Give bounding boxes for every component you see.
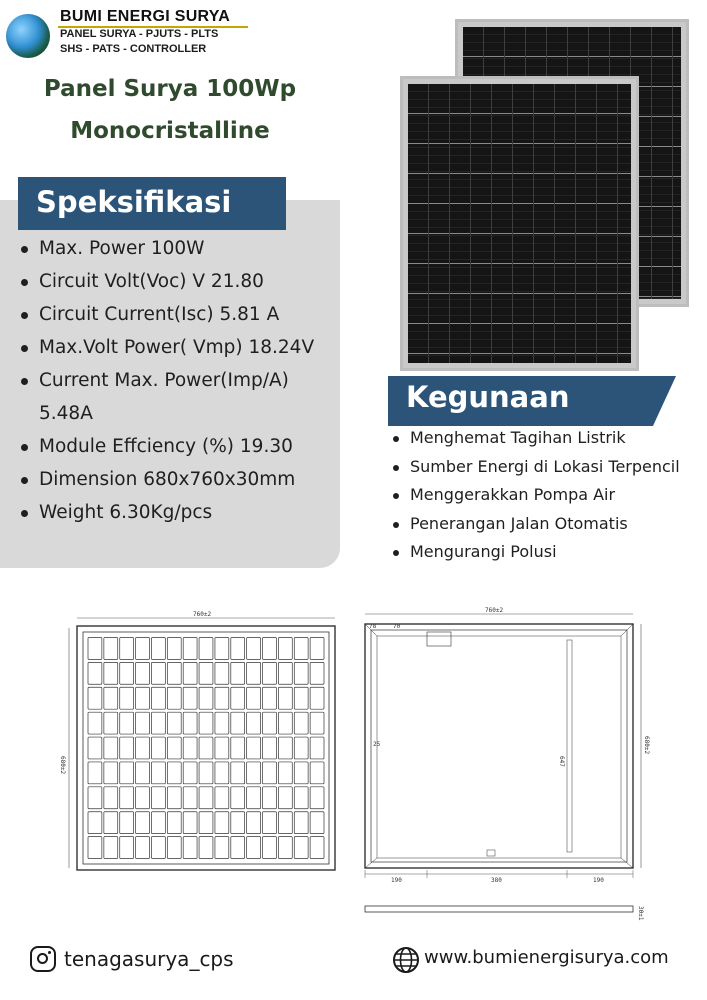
drawing-cell [183, 812, 197, 834]
bottom-mid-dim-label: 380 [491, 877, 502, 884]
drawing-cell [167, 638, 181, 660]
drawing-cell [215, 662, 229, 684]
drawing-cell [294, 737, 308, 759]
drawing-cell [136, 787, 150, 809]
spec-item: Max. Power 100W [20, 232, 345, 265]
drawing-cell [167, 812, 181, 834]
drawing-cell [247, 762, 261, 784]
use-item: Menghemat Tagihan Listrik [390, 424, 700, 453]
drawing-cell [231, 687, 245, 709]
drawing-cell [310, 687, 324, 709]
spec-heading: Speksifikasi [36, 185, 232, 219]
drawing-cell [215, 837, 229, 859]
drawing-cell [294, 837, 308, 859]
globe-logo-icon [6, 14, 50, 58]
drawing-cell [104, 812, 118, 834]
drawing-cell [104, 787, 118, 809]
drawing-cell [199, 712, 213, 734]
drawing-cell [120, 638, 134, 660]
drawing-cell [167, 687, 181, 709]
drawing-cell [247, 712, 261, 734]
drawing-cell [151, 787, 165, 809]
drawing-cell [104, 638, 118, 660]
drawing-cell [247, 687, 261, 709]
drawing-cell [136, 737, 150, 759]
drawing-cell [120, 762, 134, 784]
drawing-cell [215, 712, 229, 734]
drawing-cell [104, 737, 118, 759]
drawing-cell [88, 787, 102, 809]
thickness-label: 30±1 [637, 906, 644, 921]
drawing-cell [263, 762, 277, 784]
drawing-cell [247, 812, 261, 834]
top-offset-a-label: 78 [369, 623, 377, 630]
drawing-cell [199, 662, 213, 684]
drawing-cell [199, 837, 213, 859]
use-item: Penerangan Jalan Otomatis [390, 510, 700, 539]
drawing-cell [294, 638, 308, 660]
drawing-cell [231, 762, 245, 784]
drawing-cell [278, 687, 292, 709]
globe-icon [392, 946, 420, 974]
drawing-cell [263, 638, 277, 660]
drawing-cell [120, 837, 134, 859]
logo-tagline-2: SHS - PATS - CONTROLLER [60, 43, 207, 55]
drawing-cell [104, 837, 118, 859]
drawing-cell [88, 762, 102, 784]
drawing-cell [151, 712, 165, 734]
use-item: Sumber Energi di Lokasi Terpencil [390, 453, 700, 482]
drawing-cell [310, 787, 324, 809]
drawing-cell [247, 787, 261, 809]
drawing-cell [278, 712, 292, 734]
drawing-cell [231, 737, 245, 759]
drawing-cell [136, 762, 150, 784]
spec-item: Module Effciency (%) 19.30 [20, 430, 345, 463]
drawing-cell [231, 662, 245, 684]
drawing-cell [136, 712, 150, 734]
drawing-cell [88, 712, 102, 734]
uses-list [390, 424, 700, 567]
drawing-cell [310, 737, 324, 759]
drawing-cell [183, 762, 197, 784]
drawing-cell [120, 737, 134, 759]
drawing-cell [278, 762, 292, 784]
use-item: Menggerakkan Pompa Air [390, 481, 700, 510]
drawing-cell [167, 712, 181, 734]
hole-offset-label: 25 [373, 741, 381, 748]
drawing-cell [88, 638, 102, 660]
drawing-cell [294, 662, 308, 684]
drawing-cell [120, 662, 134, 684]
drawing-cell [263, 812, 277, 834]
product-subtitle: Monocristalline [70, 118, 270, 144]
drawing-cell [310, 712, 324, 734]
back-view-drawing [355, 606, 655, 922]
drawing-cell [247, 638, 261, 660]
drawing-cell [88, 812, 102, 834]
instagram-handle[interactable]: tenagasurya_cps [64, 947, 234, 971]
spec-item: Current Max. Power(Imp/A) 5.48A [20, 364, 345, 430]
back-width-dimension-label: 760±2 [485, 607, 504, 614]
drawing-cell [310, 762, 324, 784]
front-view-drawing [55, 606, 355, 876]
drawing-cell [199, 787, 213, 809]
drawing-cell [120, 687, 134, 709]
drawing-cell [231, 787, 245, 809]
drawing-cell [263, 662, 277, 684]
spec-item: Weight 6.30Kg/pcs [20, 496, 345, 529]
inner-height-label: 647 [558, 756, 565, 767]
website-link[interactable]: www.bumienergisurya.com [424, 947, 669, 968]
drawing-cell [88, 662, 102, 684]
spec-item: Max.Volt Power( Vmp) 18.24V [20, 331, 345, 364]
use-item: Mengurangi Polusi [390, 538, 700, 567]
instagram-icon [30, 946, 56, 972]
drawing-cell [151, 662, 165, 684]
drawing-cell [263, 737, 277, 759]
drawing-cell [294, 712, 308, 734]
drawing-cell [278, 662, 292, 684]
spec-item: Dimension 680x760x30mm [20, 463, 345, 496]
drawing-cell [183, 687, 197, 709]
back-height-dimension-label: 680±2 [643, 736, 650, 755]
drawing-cell [120, 787, 134, 809]
drawing-cell [215, 687, 229, 709]
drawing-cell [151, 837, 165, 859]
drawing-cell [310, 662, 324, 684]
drawing-cell [215, 787, 229, 809]
uses-heading: Kegunaan [406, 380, 570, 414]
drawing-cell [247, 662, 261, 684]
drawing-cell [151, 762, 165, 784]
drawing-cell [151, 737, 165, 759]
drawing-cell [199, 762, 213, 784]
drawing-cell [151, 687, 165, 709]
drawing-cell [151, 812, 165, 834]
drawing-cell [231, 812, 245, 834]
width-dimension-label: 760±2 [193, 611, 212, 618]
drawing-cell [183, 787, 197, 809]
drawing-cell [294, 762, 308, 784]
drawing-cell [183, 638, 197, 660]
drawing-cell [231, 837, 245, 859]
drawing-cell [183, 712, 197, 734]
drawing-cell [120, 712, 134, 734]
drawing-cell [199, 638, 213, 660]
drawing-cell [136, 638, 150, 660]
drawing-cell [120, 812, 134, 834]
spec-item: Circuit Volt(Voc) V 21.80 [20, 265, 345, 298]
drawing-cell [183, 837, 197, 859]
drawing-cell [278, 812, 292, 834]
drawing-cell [294, 812, 308, 834]
drawing-cell [310, 837, 324, 859]
logo-tagline-1: PANEL SURYA - PJUTS - PLTS [60, 28, 219, 40]
drawing-cell [215, 737, 229, 759]
drawing-cell [183, 737, 197, 759]
drawing-cell [247, 837, 261, 859]
drawing-cell [294, 787, 308, 809]
height-dimension-label: 680±2 [59, 756, 66, 775]
bottom-right-dim-label: 190 [593, 877, 604, 884]
top-offset-b-label: 70 [393, 623, 401, 630]
drawing-cell [199, 687, 213, 709]
spec-item: Circuit Current(Isc) 5.81 A [20, 298, 345, 331]
company-name: BUMI ENERGI SURYA [60, 8, 231, 25]
drawing-cell [199, 812, 213, 834]
bottom-left-dim-label: 190 [391, 877, 402, 884]
drawing-cell [167, 787, 181, 809]
solar-panel-image-front [400, 76, 639, 371]
drawing-cell [278, 638, 292, 660]
drawing-cell [278, 737, 292, 759]
drawing-cell [167, 837, 181, 859]
drawing-cell [104, 662, 118, 684]
drawing-cell [104, 712, 118, 734]
drawing-cell [167, 762, 181, 784]
drawing-cell [136, 662, 150, 684]
drawing-cell [215, 762, 229, 784]
drawing-cell [88, 687, 102, 709]
drawing-cell [263, 837, 277, 859]
drawing-cell [231, 638, 245, 660]
product-title: Panel Surya 100Wp [43, 76, 297, 102]
drawing-cell [310, 638, 324, 660]
drawing-cell [104, 687, 118, 709]
drawing-cell [151, 638, 165, 660]
drawing-cell [136, 837, 150, 859]
drawing-cell [88, 737, 102, 759]
drawing-cell [247, 737, 261, 759]
spec-list [20, 232, 345, 529]
drawing-cell [231, 712, 245, 734]
drawing-cell [263, 712, 277, 734]
company-logo [6, 8, 250, 64]
drawing-cell [310, 812, 324, 834]
drawing-cell [263, 687, 277, 709]
drawing-cell [263, 787, 277, 809]
drawing-cell [278, 787, 292, 809]
drawing-cell [294, 687, 308, 709]
drawing-cell [215, 812, 229, 834]
drawing-cell [215, 638, 229, 660]
drawing-cell [167, 737, 181, 759]
drawing-cell [88, 837, 102, 859]
drawing-cell [104, 762, 118, 784]
drawing-cell [136, 687, 150, 709]
drawing-cell [167, 662, 181, 684]
drawing-cell [136, 812, 150, 834]
drawing-cell [183, 662, 197, 684]
drawing-cell [199, 737, 213, 759]
drawing-cell [278, 837, 292, 859]
